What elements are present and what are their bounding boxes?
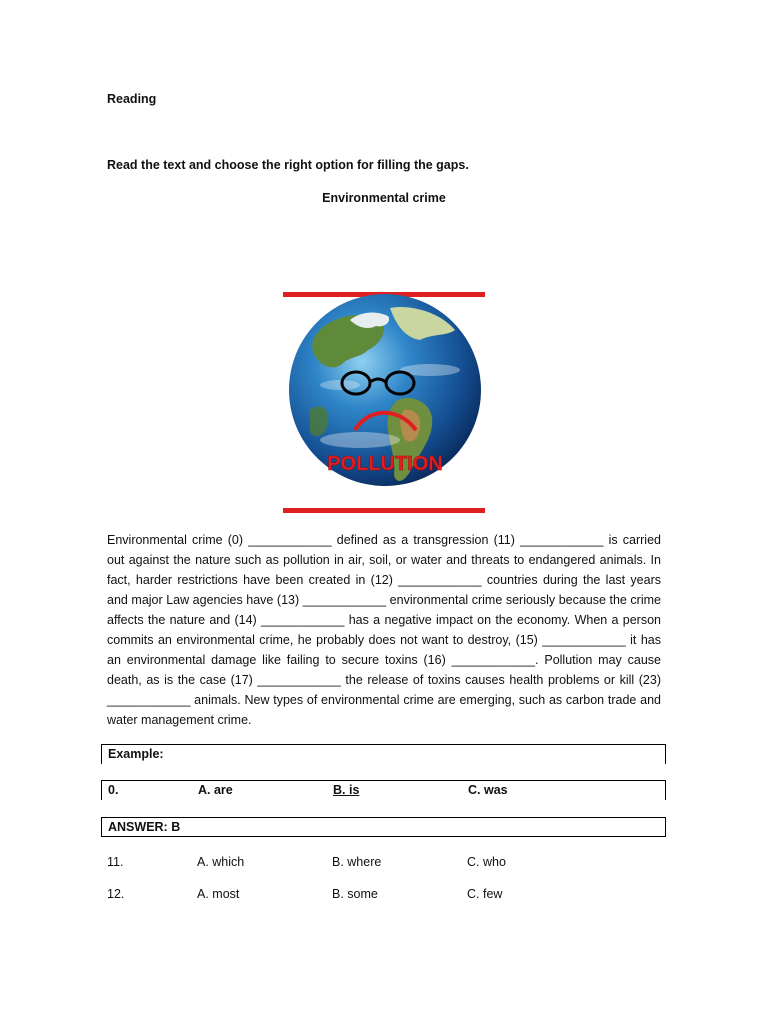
earth-pollution-image: [280, 290, 490, 518]
question-option-a: A. most: [197, 887, 240, 901]
example-option-c: C. was: [468, 783, 508, 797]
question-option-c: C. few: [467, 887, 503, 901]
question-option-b: B. some: [332, 887, 378, 901]
example-number: 0.: [108, 783, 119, 797]
section-heading: Reading: [107, 92, 157, 106]
question-option-c: C. who: [467, 855, 506, 869]
pollution-label: POLLUTION: [327, 453, 443, 475]
bottom-red-bar: [283, 508, 485, 513]
instructions: Read the text and choose the right option for filling the gaps.: [107, 158, 469, 172]
example-option-a: A. are: [198, 783, 233, 797]
example-label: Example:: [108, 747, 164, 761]
example-answer-box: [101, 817, 666, 837]
earth-illustration: [280, 290, 490, 518]
question-number: 12.: [107, 887, 125, 901]
question-row: [107, 855, 667, 873]
reading-passage: Environmental crime (0) ____________ defined as a transgression (11) ____________ is carried out against the nature such as pollution in air, soil, or water and threats to endangered animals. In fact, harder restrictions have been created in (12) ____________ countries during the last years and major Law agencies have (13) ____________ environmental crime seriously because the crime affects the nature and (14) ____________ has a negative impact on the economy. When a person commits an environmental crime, he probably does not want to destroy, (15) ____________ it has an environmental damage like failing to secure toxins (16) ____________. Pollution may cause death, as is the case (17) ____________ the release of toxins causes health problems or kill (23) ____________ animals. New types of environmental crime are emerging, such as carbon trade and water management crime.: [107, 533, 661, 727]
question-option-b: B. where: [332, 855, 382, 869]
example-answer: ANSWER: B: [108, 820, 181, 834]
question-row: [107, 887, 667, 905]
example-header-box: [101, 744, 666, 764]
question-number: 11.: [107, 855, 124, 869]
example-row-box: [101, 780, 666, 800]
question-option-a: A. which: [197, 855, 245, 869]
example-option-b: B. is: [333, 783, 360, 797]
text-title: Environmental crime: [322, 191, 446, 205]
